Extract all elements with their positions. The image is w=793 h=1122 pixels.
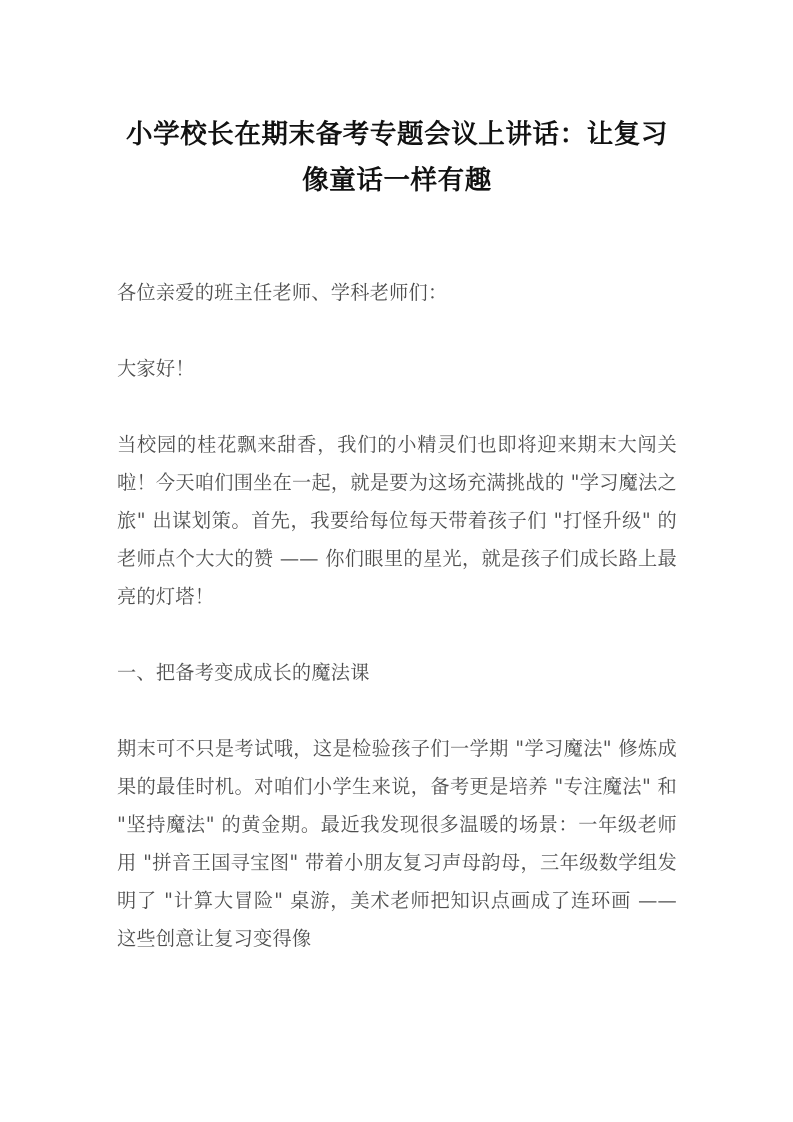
section-1-paragraph: 期末可不只是考试哦，这是检验孩子们一学期 "学习魔法" 修炼成果的最佳时机。对咱们小学生来说，备考更是培养 "专注魔法" 和 "坚持魔法" 的黄金期。最近我发现很多温暖的场景：一年级老师用 "拼音王国寻宝图" 带着小朋友复习声母韵母，三年级数学组发明了 "计算大冒险" 桌游，美术老师把知识点画成了连环画 —— 这些创意让复习变得像 [117,737,677,950]
greeting-line: 大家好！ [117,357,195,380]
page-title: 小学校长在期末备考专题会议上讲话：让复习像童话一样有趣 [126,119,668,196]
opening-paragraph: 当校园的桂花飘来甜香，我们的小精灵们也即将迎来期末大闯关啦！今天咱们围坐在一起，就是要为这场充满挑战的 "学习魔法之旅" 出谋划策。首先，我要给每位每天带着孩子们 "打怪升级" 的老师点个大大的赞 —— 你们眼里的星光，就是孩子们成长路上最亮的灯塔！ [117,433,677,608]
document-text-column [117,112,677,958]
section-heading-1: 一、把备考变成成长的魔法课 [117,661,370,684]
salutation-line: 各位亲爱的班主任老师、学科老师们： [117,281,448,304]
title-body-spacer [117,204,677,274]
